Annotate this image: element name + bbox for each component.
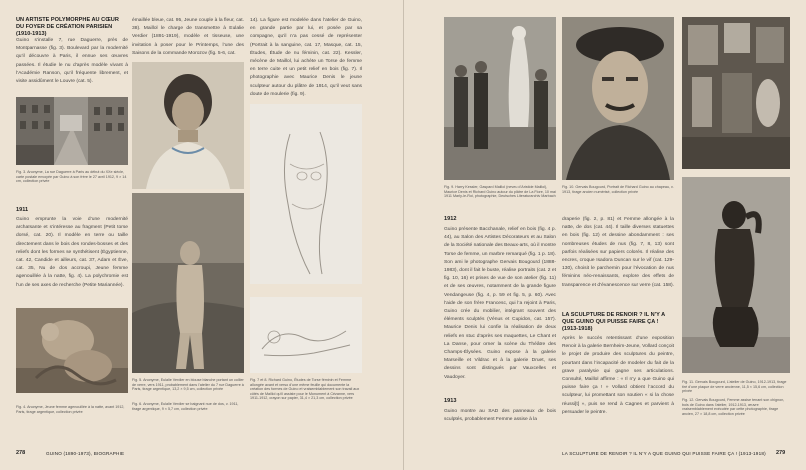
caption-fig9: Fig. 9. Harry Kessler, Gaspard Maillol (neveu d’Aristide Maillol), Maurice Denis et Richard Guino autour du plâtre de La Flore, 10 mai 1911 Marly-le-Roi, photographie, Deutsches Literaturarchiv Marbach	[444, 185, 556, 199]
year-heading: 1913	[444, 398, 457, 404]
page-number: 278	[16, 450, 26, 456]
running-footer: LA SCULPTURE DE RENOIR ? IL N’Y A QUE GUINO QUI PUISSE FAIRE ÇA ! (1913-1918)	[562, 451, 766, 456]
drawing-reclining-woman	[250, 297, 362, 373]
body-paragraph: Guino présente Bacchanale, relief en bois (fig. 4 p. 44), au Salon des Artistes Décorateurs et au Salon de la Société nationale des Beaux-arts, où il montre Torse de femme, un marbre remarqué (fig. 1 p. 18). Son ami le photographe Gervais Bougourd (1888-1983), dont il fait le buste, réalise portraits (cat. 2 et fig. 10, 16) et prises de vue de son atelier (fig. 11) et de ses œuvres, notamment de la grande figure Vendangeuse (fig. 4, p. 59 et fig. 5, p. 60). Avec l’aide de son frère Francesc, qui l’a rejoint à Paris, Guino crée du mobilier, intégrant souvent des éléments sculptés (Vénus et Cupidon, cat. 157). Maurice Denis lui confie la réalisation de deux reliefs en stuc d’après ses maquettes, Le Chant et La Danse, pour orner la scène du Théâtre des Champs-Élysées. Guino expose à la galerie Marseille et Vildrac et à la galerie Druet, ses dessins sont distingués par Vauxcelles et Vaudoyer.	[444, 227, 557, 380]
photo-rue-daguerre	[16, 97, 128, 165]
year-heading: 1912	[444, 216, 457, 222]
section-heading: LA SCULPTURE DE RENOIR ? IL N’Y A QUE GUINO QUI PUISSE FAIRE ÇA ! (1913-1918)	[562, 312, 665, 332]
photo-seated-woman-sculpture	[682, 177, 790, 373]
drawing-torso-study	[250, 104, 362, 284]
caption-fig3: Fig. 3. Anonyme, La rue Daguerre à Paris au début du XXe siècle, carte postale envoyée par Guino à son frère le 27 avril 1912, 9 × 14 cm, collection privée	[16, 170, 127, 184]
caption-fig6: Fig. 6. Anonyme, Eulalie Verdier se baignant nue de dos, v. 1911, tirage argentique, 9 × 5,7 cm, collection privée	[132, 402, 239, 411]
caption-fig7-8: Fig. 7 et 8. Richard Guino, Études de Torse féminin et Femme allongée avant et verso d’une même feuille qui documente la création des formes de Guino et vraisemblablement son travail aux côtés de Maillol qu’il assiste pour le Monument à Cézanne, vers 1911-1912, crayon sur papier, 31,4 × 21,3 cm, collection privée	[250, 378, 360, 401]
body-paragraph: Guino s’installe 7, rue Daguerre, près de Montparnasse (fig. 3). Boulevard par la modernité qu’il découvre à Paris, il ennue ses œuvres passées. Il étudie le nu d’après modèle vivant à l’Académie Ranson, qu’il fréquente librement, et visite assidûment le Louvre (cat. 5).	[16, 38, 128, 85]
caption-fig5: Fig. 5. Anonyme, Eulalie Verdier en blouse blanche portant un collier de verre, vers 1911, probablement dans l’atelier du 7 rue Daguerre à Paris, tirage argentique, 13,2 × 9,5 cm, collection privée	[132, 378, 244, 392]
right-page	[403, 0, 806, 470]
photo-guino-hat-portrait	[562, 17, 674, 180]
caption-fig11: Fig. 11. Gervais Bougourd, L’atelier de Guino, 1912-1913, tirage tiré d’une plaque de verre ancienne, 11,5 × 15,6 cm, collection privée	[682, 380, 787, 394]
body-paragraph: émaillée bleue, cat. 95, Jeune couple à la fleur, cat. 38). Maillol le charge de transmettre à Eulalie Verdier (1891-1919), modèle et tisseuse, une invitation à poser pour le Printemps, l’une des Saisons de la commande Morozov (fig. 5-6, cat.	[132, 18, 244, 56]
photo-atelier	[682, 17, 790, 169]
photo-group-with-statue	[444, 17, 556, 180]
body-paragraph: draperie (fig. 2, p. 81) et Femme allongée à la natte, de dos (cat. 44). Il taille diverses statuettes en bois (fig. 12) et dessine abondamment : ses nombreuses études de nus (fig. 7, 8, 13) sont parfois réalisées sur papiers colorés. Il réalise des encres, croque Isadora Duncan sur le vif (cat. 129-130), choisit le parchemin pour l’évocation de nus féminins néo-renaissants, explore des effets de transparence et d’évanescence sur verre (cat. 158).	[562, 217, 674, 288]
caption-fig4: Fig. 4. Anonyme, Jeune femme agenouillée à la natte, avant 1912, Paris, tirage argentique, collection privée	[16, 405, 125, 414]
year-heading: 1911	[16, 207, 29, 213]
photo-eulalie-portrait	[132, 62, 244, 189]
section-heading: UN ARTISTE POLYMORPHE AU CŒUR DU FOYER DE CRÉATION PARISIEN (1910-1913)	[16, 17, 119, 37]
body-paragraph: Guino montre au SAD des panneaux de bois sculptés, probablement Femme assise à la	[444, 409, 556, 423]
body-paragraph: Après le succès retentissant d’une exposition Renoir à la galerie Bernheim-Jeune, Vollard conçoit le projet de produire des sculptures du peintre, pourtant dans l’incapacité de modeler du fait de la grave paralysie qui gagne ses articulations. Consulté, Maillol affirme : « Il n’y a que Guino qui puisse faire ça ! » Vollard obtient l’accord du sculpteur, lui promettant son soutien « si la chose réussi[t] », puis se rend à Cagnes et parvient à persuader le peintre.	[562, 336, 674, 415]
body-paragraph: 14). La figure est modelée dans l’atelier de Guino, en grande partie par lui, et posée par sa compagne, qu’il n’a pas cessé de représenter (Portrait à la sanguine, cat. 17, Masque, cat. 15, Études, Étude de nu féminin, cat. 22). Kessler, mécène de Maillol, lui achète un Torse de femme en terre cuite et un petit relief en bois (fig. 7). Il photographie avec Maurice Denis le jeune sculpteur autour du plâtre de 1914, qu’il veut sans doute de moulerie (fig. 9).	[250, 18, 362, 97]
photo-bather-nude	[132, 193, 244, 373]
caption-fig10: Fig. 10. Gervais Bougourd, Portrait de Richard Guino au chapeau, v. 1913, tirage ancien numérisé, collection privée	[562, 185, 674, 194]
body-paragraph: Guino emprunte la voie d’une modernité archaïsante et s’intéresse au fragment (Petit torse dorsé, cat. 20). Il modèle en terre ou taille directement dans le bois des rondes-bosses et des reliefs dont les formes se synthétisent (Égyptienne, cat. 42, Candide et ailleurs, cat. 37, Adam et Ève, cat. 35, Nu de dos accroupi, Jeune femme agenouillée à la natte, fig. 4). La polychromie est l’un de ses axes de recherche (Petite Mariannée).	[16, 217, 128, 288]
page-number: 279	[776, 450, 786, 456]
caption-fig12: Fig. 12. Gervais Bougourd, Femme assise tenant son chignon, bois de Guino dans l’atelier, 1912-1913, œuvre vraisemblablement exécutée par cette photographie, tirage ancien, 27 × 18,8 cm, collection privée	[682, 398, 785, 416]
running-footer: GUINO (1890-1973), BIOGRAPHIE	[46, 451, 125, 456]
photo-kneeling-figure	[16, 308, 128, 393]
